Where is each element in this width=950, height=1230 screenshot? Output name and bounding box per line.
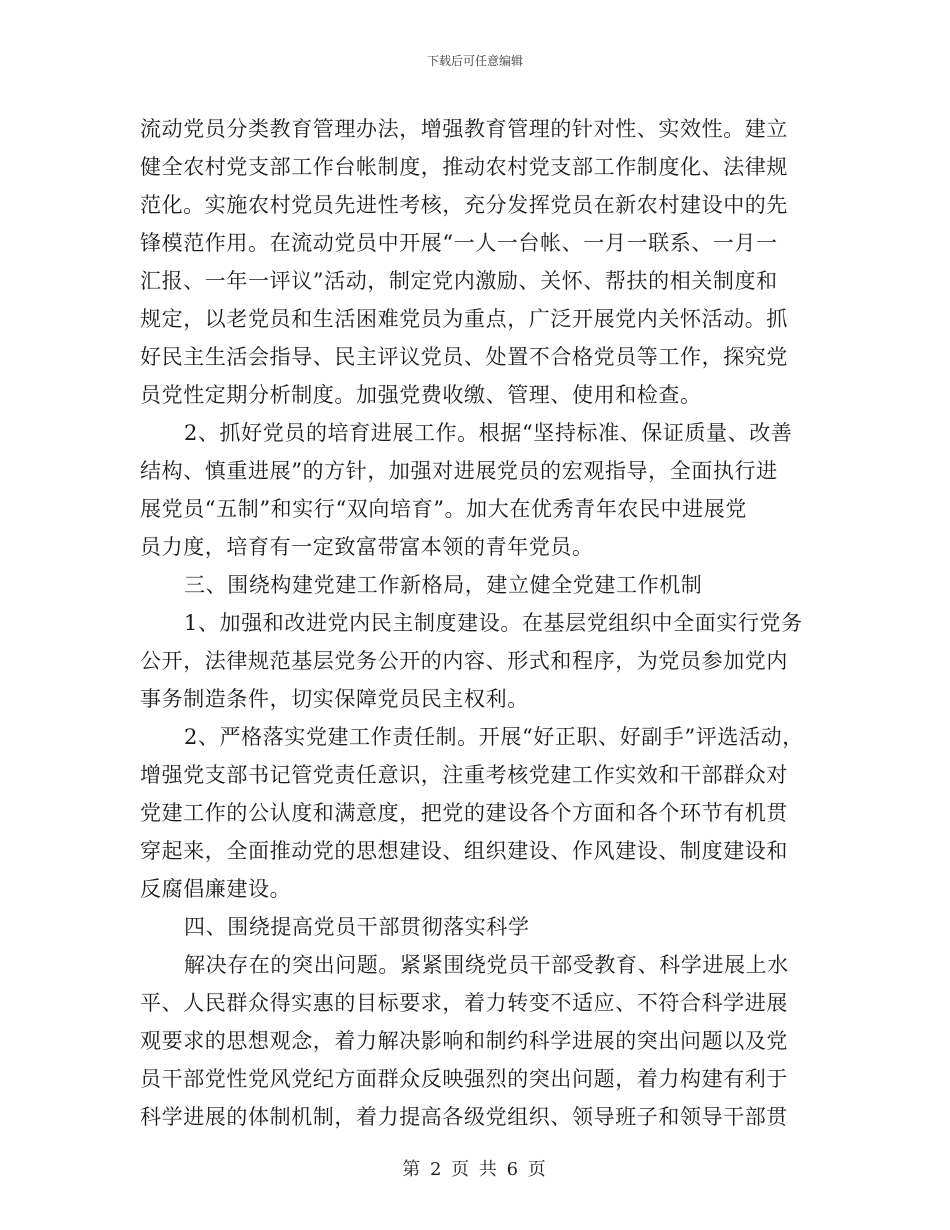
text-line: 观要求的思想观念，着力解决影响和制约科学进展的突出问题以及党 [140,1029,788,1053]
text-line: 穿起来，全面推动党的思想建设、组织建设、作风建设、制度建设和 [140,839,788,863]
paragraph-start-line: 2、抓好党员的培育进展工作。根据“坚持标准、保证质量、改善 [184,421,793,445]
text-line: 规定，以老党员和生活困难党员为重点，广泛开展党内关怀活动。抓 [140,307,788,331]
paragraph-start-line: 2、严格落实党建工作责任制。开展“好正职、好副手”评选活动， [184,725,804,749]
text-line: 范化。实施农村党员先进性考核，充分发挥党员在新农村建设中的先 [140,193,788,217]
section-heading: 四、围绕提高党员干部贯彻落实科学 [184,915,530,939]
text-line: 汇报、一年一评议”活动，制定党内激励、关怀、帮扶的相关制度和 [140,269,778,293]
text-line: 党建工作的公认度和满意度，把党的建设各个方面和各个环节有机贯 [140,801,788,825]
text-line: 员干部党性党风党纪方面群众反映强烈的突出问题，着力构建有利于 [140,1067,788,1091]
text-line: 事务制造条件，切实保障党员民主权利。 [140,687,529,711]
paragraph-start-line: 解决存在的突出问题。紧紧围绕党员干部受教育、科学进展上水 [184,953,789,977]
text-line: 增强党支部书记管党责任意识，注重考核党建工作实效和干部群众对 [140,763,788,787]
text-line: 平、人民群众得实惠的目标要求，着力转变不适应、不符合科学进展 [140,991,788,1015]
header-note: 下载后可任意编辑 [426,54,523,68]
text-line: 好民主生活会指导、民主评议党员、处置不合格党员等工作，探究党 [140,345,788,369]
text-line: 展党员“五制”和实行“双向培育”。加大在优秀青年农民中进展党 [140,497,747,521]
text-line: 反腐倡廉建设。 [140,877,292,901]
text-line: 健全农村党支部工作台帐制度，推动农村党支部工作制度化、法律规 [140,155,788,179]
text-line: 结构、慎重进展”的方针，加强对进展党员的宏观指导，全面执行进 [140,459,778,483]
paragraph-start-line: 1、加强和改进党内民主制度建设。在基层党组织中全面实行党务 [184,611,803,635]
document-body [140,110,830,1136]
text-line: 锋模范作用。在流动党员中开展“一人一台帐、一月一联系、一月一 [140,231,778,255]
text-line: 员力度，培育有一定致富带富本领的青年党员。 [140,535,594,559]
text-line: 员党性定期分析制度。加强党费收缴、管理、使用和检查。 [140,383,702,407]
page-number-footer: 第 2 页 共 6 页 [402,1159,548,1180]
section-heading: 三、围绕构建党建工作新格局，建立健全党建工作机制 [184,573,703,597]
text-line: 公开，法律规范基层党务公开的内容、形式和程序，为党员参加党内 [140,649,788,673]
text-line: 科学进展的体制机制，着力提高各级党组织、领导班子和领导干部贯 [140,1105,788,1129]
text-line: 流动党员分类教育管理办法，增强教育管理的针对性、实效性。建立 [140,117,788,141]
